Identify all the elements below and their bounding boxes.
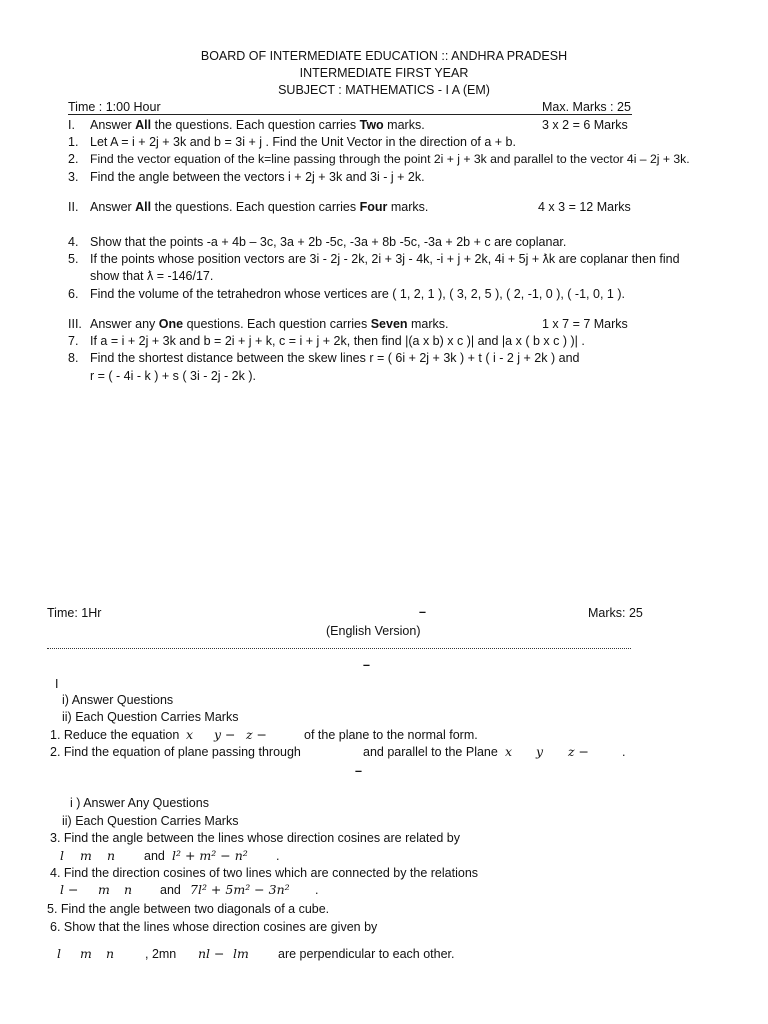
question-text: Let A = i + 2j + 3k and b = 3i + j . Find the Unit Vector in the direction of a + b. (90, 135, 516, 149)
question-number: 3. (68, 170, 79, 184)
instruction-line: i) Answer Questions (62, 693, 174, 707)
question-text: and (144, 849, 165, 863)
question-number: 7. (68, 334, 79, 348)
instruction-line: ii) Each Question Carries Marks (62, 710, 239, 724)
question-text: , 2mn (145, 947, 177, 961)
question-text: 4. Find the direction cosines of two lines which are connected by the relations (50, 866, 479, 880)
question-text: 2. Find the equation of plane passing through (50, 745, 301, 759)
math-term: n (106, 946, 115, 961)
question-text: Find the angle between the vectors i + 2j + 3k and 3i - j + 2k. (90, 170, 425, 184)
section-3-marks: 1 x 7 = 7 Marks (542, 317, 628, 331)
section-1-instruction: Answer All the questions. Each question carries Two marks. (90, 118, 425, 132)
question-text-continued: r = ( - 4i - k ) + s ( 3i - 2j - 2k ). (90, 369, 256, 383)
question-number: 6. (68, 287, 79, 301)
instruction-line: ii) Each Question Carries Marks (62, 814, 239, 828)
math-term: x (186, 727, 194, 742)
math-term: x (505, 744, 513, 759)
paper2-version: (English Version) (326, 624, 421, 638)
question-text: Find the volume of the tetrahedron whose vertices are ( 1, 2, 1 ), ( 3, 2, 5 ), ( 2, -1, 0 ), ( -1, 0, 1 ). (90, 287, 625, 301)
section-3-instruction: Answer any One questions. Each question carries Seven marks. (90, 317, 449, 331)
question-text: Find the shortest distance between the skew lines r = ( 6i + 2j + 3k ) + t ( i - 2 j + 2k ) and (90, 351, 580, 365)
section-dash: – (363, 658, 370, 672)
section-2-number: II. (68, 200, 79, 214)
question-text: and parallel to the Plane (363, 745, 498, 759)
question-text: . (622, 745, 626, 759)
section-dash: – (355, 764, 362, 778)
question-text: . (276, 849, 280, 863)
header-rule (68, 114, 632, 115)
question-text-continued: show that ƛ = -146/17. (90, 269, 214, 283)
question-text: Find the vector equation of the k=line passing through the point 2i + j + 3k and parallel to the vector 4i – 2j + 3k. (90, 152, 690, 166)
question-number: 2. (68, 152, 79, 166)
question-text: If a = i + 2j + 3k and b = 2i + j + k, c = i + j + 2k, then find |(a x b) x c )| and |a x ( b x c ) )| . (90, 334, 585, 348)
question-number: 5. (68, 252, 79, 266)
year-title: INTERMEDIATE FIRST YEAR (299, 66, 469, 80)
math-term: y − (214, 727, 236, 742)
math-term: z − (568, 744, 590, 759)
math-term: l − (60, 882, 79, 897)
math-term: z − (246, 727, 268, 742)
separator-dots (47, 648, 631, 649)
subject-title: SUBJECT : MATHEMATICS - I A (EM) (278, 83, 490, 97)
question-text: 5. Find the angle between two diagonals of a cube. (47, 902, 330, 916)
math-term: m (80, 848, 92, 863)
instruction-line: i ) Answer Any Questions (70, 796, 209, 810)
question-text: If the points whose position vectors are 3i - 2j - 2k, 2i + 3j - 4k, -i + j + 2k, 4i + 5j + ƛk are coplanar then find (90, 252, 680, 266)
section-1-number: I. (68, 118, 75, 132)
section-2-marks: 4 x 3 = 12 Marks (538, 200, 631, 214)
max-marks-label: Max. Marks : 25 (542, 100, 631, 114)
math-term: m (80, 946, 92, 961)
question-text: and (160, 883, 181, 897)
math-term: 7l² + 5m² − 3n² (190, 882, 290, 897)
question-number: 4. (68, 235, 79, 249)
section-roman: I (55, 677, 59, 691)
section-3-number: III. (68, 317, 82, 331)
math-term: nl − (198, 946, 225, 961)
time-label: Time : 1:00 Hour (68, 100, 161, 114)
math-term: n (124, 882, 133, 897)
board-title: BOARD OF INTERMEDIATE EDUCATION :: ANDHRA PRADESH (200, 49, 568, 63)
paper2-time: Time: 1Hr (47, 606, 102, 620)
question-text: of the plane to the normal form. (304, 728, 478, 742)
question-text: . (315, 883, 319, 897)
math-term: m (98, 882, 110, 897)
section-2-instruction: Answer All the questions. Each question carries Four marks. (90, 200, 429, 214)
question-text: 6. Show that the lines whose direction cosines are given by (50, 920, 378, 934)
question-text: are perpendicular to each other. (278, 947, 455, 961)
question-number: 8. (68, 351, 79, 365)
math-term: l (60, 848, 64, 863)
question-text: 3. Find the angle between the lines whose direction cosines are related by (50, 831, 460, 845)
math-term: y (536, 744, 544, 759)
paper2-marks: Marks: 25 (588, 606, 643, 620)
math-term: l² + m² − n² (172, 848, 248, 863)
question-text: Show that the points -a + 4b – 3c, 3a + 2b -5c, -3a + 8b -5c, -3a + 2b + c are coplanar. (90, 235, 567, 249)
question-number: 1. (68, 135, 79, 149)
question-text: 1. Reduce the equation (50, 728, 180, 742)
math-term: l (57, 946, 61, 961)
math-term: n (107, 848, 116, 863)
math-term: lm (233, 946, 249, 961)
paper2-dash: – (419, 605, 426, 619)
section-1-marks: 3 x 2 = 6 Marks (542, 118, 628, 132)
